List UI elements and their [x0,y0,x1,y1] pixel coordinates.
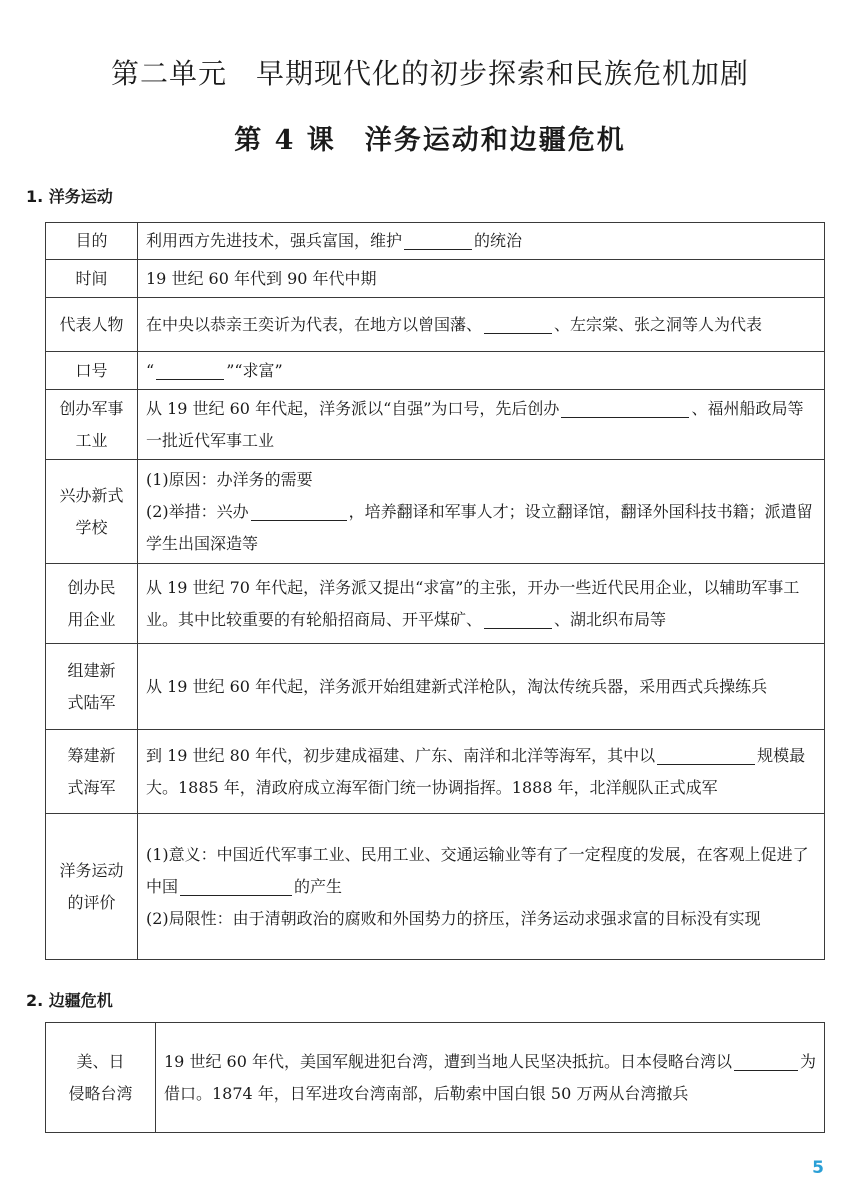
label-line: 的评价 [67,892,116,912]
text-segment: (2)举措：兴办 [146,501,249,521]
label-line: 式陆军 [67,692,116,712]
fill-blank[interactable] [251,504,347,521]
fill-blank[interactable] [156,363,224,380]
section-title-frontier-crisis: 2. 边疆危机 [26,991,113,1010]
row-content-purpose [138,223,825,260]
text-segment: 19 世纪 60 年代，美国军舰进犯台湾，遭到当地人民坚决抵抗。日本侵略台湾以 [164,1051,732,1071]
table-row [46,644,825,730]
row-label-time: 时间 [46,260,138,298]
label-line: 组建新 [67,660,116,680]
label-line: 兴办新式 [59,485,124,505]
table-row [46,298,825,352]
row-content-slogan [138,352,825,390]
text-segment: 利用西方先进技术，强兵富国，维护 [146,231,403,250]
text-segment: “ [146,360,155,380]
frontier-crisis-table [45,1022,825,1133]
fill-blank[interactable] [734,1054,798,1071]
table-row [46,390,825,460]
text-segment: 的产生 [294,876,343,896]
row-content-navy [138,730,825,814]
row-label-schools [46,460,138,564]
label-line: 洋务运动 [59,860,124,880]
label-line: 用企业 [67,609,116,629]
lesson-title: 第 4 课 洋务运动和边疆危机 [234,125,626,156]
fill-blank[interactable] [657,748,755,765]
label-line: 侵略台湾 [68,1083,133,1103]
label-line: 创办民 [67,577,116,597]
text-segment: ”“求富” [226,360,283,380]
text-segment: 到 19 世纪 80 年代，初步建成福建、广东、南洋和北洋等海军，其中以 [146,745,656,765]
text-segment: ，培养翻译和军事人才；设立翻译馆，翻译外国科技书籍；派遣留学生出国深造等 [146,501,813,553]
fill-blank[interactable] [561,401,689,418]
row-content-civil-enterprise [138,564,825,644]
fill-blank[interactable] [404,233,472,250]
text-segment: 的统治 [474,231,523,250]
row-label-taiwan [46,1023,156,1133]
label-line: 筹建新 [67,745,116,765]
row-content-figures [138,298,825,352]
row-label-navy [46,730,138,814]
fill-blank[interactable] [180,879,292,896]
row-content-evaluation [138,814,825,960]
fill-blank[interactable] [484,612,552,629]
unit-title: 第二单元 早期现代化的初步探索和民族危机加剧 [110,57,749,90]
text-segment: 、福州船政局等一批近代军事工业 [146,398,804,450]
text-segment: (1)意义：中国近代军事工业、民用工业、交通运输业等有了一定程度的发展，在客观上促进了中国 [146,844,809,896]
table-row [46,730,825,814]
label-line: 创办军事 [59,398,124,418]
row-label-army [46,644,138,730]
section-title-westernization: 1. 洋务运动 [26,187,113,206]
table-row [46,460,825,564]
table-row [46,564,825,644]
text-segment: 从 19 世纪 60 年代起，洋务派以“自强”为口号，先后创办 [146,398,560,418]
label-line: 式海军 [67,777,116,797]
page-number: 5 [812,1158,824,1178]
row-label-evaluation [46,814,138,960]
fill-blank[interactable] [484,317,552,334]
table-row [46,260,825,298]
row-content-schools [138,460,825,564]
label-line: 工业 [75,430,108,450]
row-label-figures: 代表人物 [46,298,138,352]
text-segment: 、湖北织布局等 [554,609,667,629]
table-row [46,352,825,390]
row-content-taiwan [156,1023,825,1133]
label-line: 美、日 [76,1051,125,1071]
text-segment: 在中央以恭亲王奕䜣为代表，在地方以曾国藩、 [146,314,483,334]
row-content-army: 从 19 世纪 60 年代起，洋务派开始组建新式洋枪队，淘汰传统兵器，采用西式兵操练兵 [138,644,825,730]
row-label-purpose: 目的 [46,223,138,260]
table-row [46,223,825,260]
row-content-time: 19 世纪 60 年代到 90 年代中期 [138,260,825,298]
row-label-slogan: 口号 [46,352,138,390]
westernization-table [45,222,825,960]
text-line: (2)局限性：由于清朝政治的腐败和外国势力的挤压，洋务运动求强求富的目标没有实现 [146,908,761,928]
label-line: 学校 [75,517,108,537]
text-segment: 规模最大。1885 年，清政府成立海军衙门统一协调指挥。1888 年，北洋舰队正式成军 [146,745,806,797]
text-line: (1)原因：办洋务的需要 [146,469,313,489]
text-segment: 为借口。1874 年，日军进攻台湾南部，后勒索中国白银 50 万两从台湾撤兵 [164,1051,816,1103]
row-label-military-industry [46,390,138,460]
row-label-civil-enterprise [46,564,138,644]
table-row [46,1023,825,1133]
table-row [46,814,825,960]
row-content-military-industry [138,390,825,460]
text-segment: 从 19 世纪 70 年代起，洋务派又提出“求富”的主张，开办一些近代民用企业，以辅助军事工业。其中比较重要的有轮船招商局、开平煤矿、 [146,577,800,629]
text-segment: 、左宗棠、张之洞等人为代表 [554,314,763,334]
